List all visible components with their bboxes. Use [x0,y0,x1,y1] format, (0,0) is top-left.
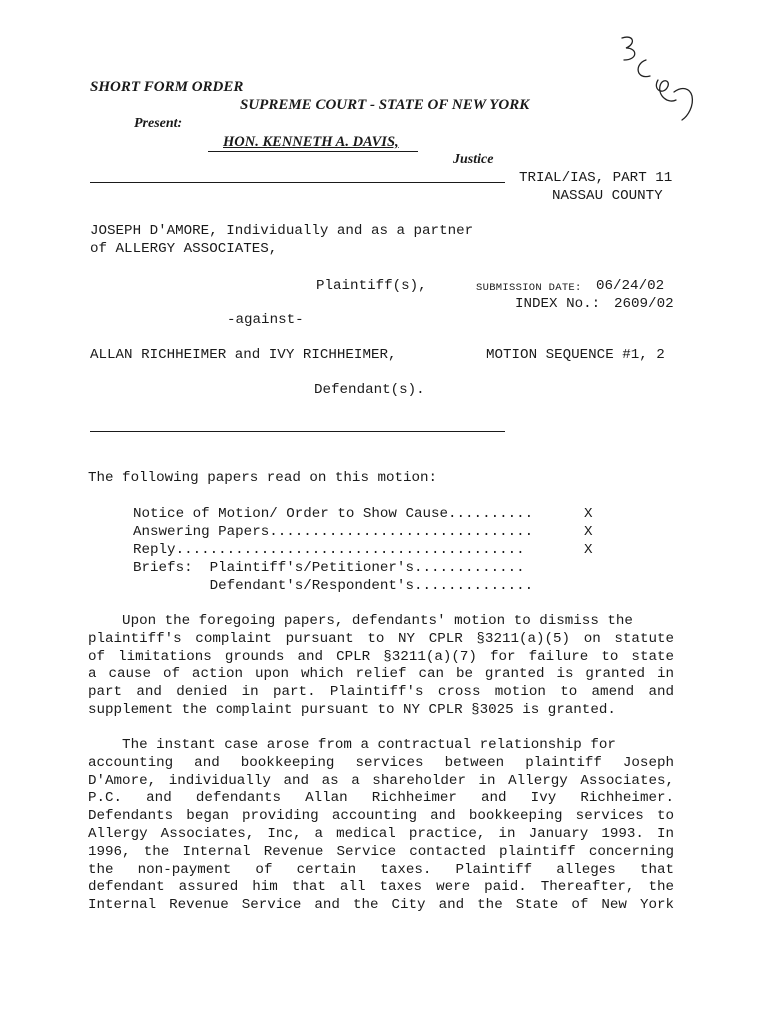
papers-intro: The following papers read on this motion: [88,470,438,486]
submission-date-value: 06/24/02 [596,278,665,294]
text-line: D'Amore, individually and as a shareholder in Allergy Associates, [88,772,674,789]
index-number: 2609/02 [614,296,674,312]
index-label: INDEX No.: [515,296,601,312]
against-label: -against- [227,312,304,328]
judge-name: HON. KENNETH A. DAVIS, [223,134,399,150]
court-name: SUPREME COURT - STATE OF NEW YORK [240,97,530,113]
papers-item-label: Notice of Motion/ Order to Show Cause.......... [133,506,534,522]
paragraph-background [88,737,674,915]
county-label: NASSAU COUNTY [552,188,663,204]
handwritten-annotation [612,30,702,122]
form-title: SHORT FORM ORDER [90,79,244,95]
text-line: defendant assured him that all taxes were paid. Thereafter, the [88,879,674,896]
papers-item-label: Answering Papers............................... [133,524,534,540]
text-line: the non-payment of certain taxes. Plaintiff alleges that [88,861,674,878]
part-label: TRIAL/IAS, PART 11 [519,170,673,186]
defendants-names: ALLAN RICHHEIMER and IVY RICHHEIMER, [90,347,397,363]
plaintiff-name-line1: JOSEPH D'AMORE, Individually and as a partner [90,223,474,239]
text-line: plaintiff's complaint pursuant to NY CPLR §3211(a)(5) on statute [88,630,674,647]
text-line: supplement the complaint pursuant to NY CPLR §3025 is granted. [88,701,616,718]
text-line: The instant case arose from a contractual relationship for [88,737,616,753]
motion-sequence: MOTION SEQUENCE #1, 2 [486,347,665,363]
judge-underline [208,151,418,152]
text-line: of limitations grounds and CPLR §3211(a)(7) for failure to state [88,648,674,665]
text-line: 1996, the Internal Revenue Service contacted plaintiff concerning [88,843,674,860]
paragraph-decision [88,613,674,720]
text-line: P.C. and defendants Allan Richheimer and Ivy Richheimer. [88,790,674,807]
text-line: Defendants began providing accounting and bookkeeping services to [88,808,674,825]
text-line: part and denied in part. Plaintiff's cross motion to amend and [88,684,674,701]
caption-divider [90,431,505,432]
plaintiff-role: Plaintiff(s), [316,278,427,294]
submission-date-label: SUBMISSION DATE: [476,282,582,294]
text-line: a cause of action upon which relief can be granted is granted in [88,666,674,683]
papers-item-mark: X [584,542,593,558]
text-line: Allergy Associates, Inc, a medical practice, in January 1993. In [88,825,674,842]
text-line: Upon the foregoing papers, defendants' motion to dismiss the [88,613,633,629]
header-divider [90,182,505,183]
papers-item-mark: X [584,506,593,522]
text-line: Internal Revenue Service and the City and the State of New York [88,897,674,914]
text-line: accounting and bookkeeping services between plaintiff Joseph [88,754,674,771]
papers-item-label: Reply......................................... [133,542,525,558]
plaintiff-name-line2: of ALLERGY ASSOCIATES, [90,241,278,257]
present-label: Present: [134,116,183,131]
defendant-role: Defendant(s). [314,382,425,398]
papers-item-label: Briefs: Plaintiff's/Petitioner's............. [133,560,525,576]
justice-label: Justice [453,152,494,167]
papers-item-mark: X [584,524,593,540]
papers-item-label: Defendant's/Respondent's.............. [133,578,534,594]
